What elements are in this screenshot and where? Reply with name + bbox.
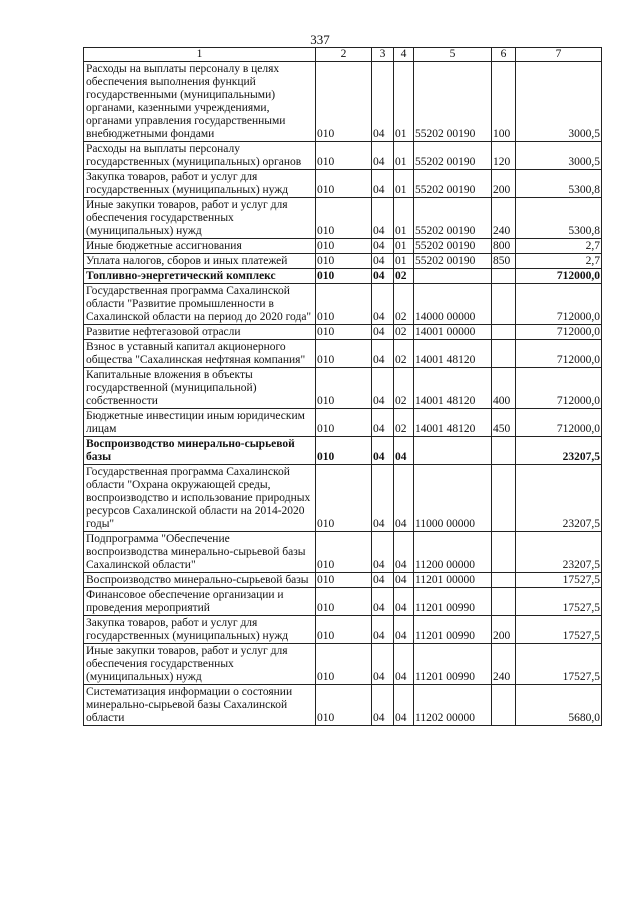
page-number: 337 [310, 32, 330, 47]
table-row [84, 254, 602, 269]
row-section-cell: 04 [372, 532, 394, 573]
row-section-cell: 04 [372, 644, 394, 685]
row-code-cell: 010 [316, 170, 372, 198]
row-subsection-cell: 04 [394, 588, 414, 616]
table-row [84, 239, 602, 254]
row-target-article-cell: 14001 48120 [414, 409, 492, 437]
row-target-article-cell: 55202 00190 [414, 239, 492, 254]
row-expense-type-cell [492, 437, 516, 465]
row-expense-type-cell: 120 [492, 142, 516, 170]
row-subsection-cell: 04 [394, 573, 414, 588]
table-row [84, 616, 602, 644]
budget-table [83, 47, 602, 726]
row-code-cell: 010 [316, 340, 372, 368]
row-code-cell: 010 [316, 368, 372, 409]
row-expense-type-cell: 240 [492, 644, 516, 685]
row-subsection-cell: 01 [394, 198, 414, 239]
row-expense-type-cell: 450 [492, 409, 516, 437]
row-expense-type-cell: 400 [492, 368, 516, 409]
row-subsection-cell: 02 [394, 340, 414, 368]
row-amount-cell: 17527,5 [516, 616, 602, 644]
row-name-cell: Государственная программа Сахалинской области "Развитие промышленности в Сахалинской области на период до 2020 года" [84, 284, 316, 325]
row-name-cell: Иные бюджетные ассигнования [84, 239, 316, 254]
row-expense-type-cell [492, 588, 516, 616]
row-amount-cell: 3000,5 [516, 142, 602, 170]
row-expense-type-cell [492, 573, 516, 588]
row-expense-type-cell [492, 532, 516, 573]
row-name-cell: Закупка товаров, работ и услуг для государственных (муниципальных) нужд [84, 170, 316, 198]
row-name-cell: Расходы на выплаты персоналу государственных (муниципальных) органов [84, 142, 316, 170]
row-code-cell: 010 [316, 284, 372, 325]
row-target-article-cell [414, 437, 492, 465]
row-expense-type-cell [492, 269, 516, 284]
row-subsection-cell: 04 [394, 644, 414, 685]
row-name-cell: Уплата налогов, сборов и иных платежей [84, 254, 316, 269]
row-name-cell: Государственная программа Сахалинской области "Охрана окружающей среды, воспроизводство и использование природных ресурсов Сахалинской области на 2014-2020 годы" [84, 465, 316, 532]
row-expense-type-cell: 240 [492, 198, 516, 239]
row-subsection-cell: 02 [394, 368, 414, 409]
table-row [84, 409, 602, 437]
row-name-cell: Расходы на выплаты персоналу в целях обеспечения выполнения функций государственными (муниципальными) органами, казенными учреждениями, органами управления государственными внебюджетными фондами [84, 62, 316, 142]
table-row [84, 685, 602, 726]
table-body [84, 62, 602, 726]
row-name-cell: Воспроизводство минерально-сырьевой базы [84, 437, 316, 465]
table-row [84, 340, 602, 368]
row-section-cell: 04 [372, 62, 394, 142]
row-amount-cell: 712000,0 [516, 409, 602, 437]
row-subsection-cell: 04 [394, 437, 414, 465]
row-section-cell: 04 [372, 465, 394, 532]
row-section-cell: 04 [372, 685, 394, 726]
row-expense-type-cell [492, 685, 516, 726]
row-amount-cell: 2,7 [516, 239, 602, 254]
row-section-cell: 04 [372, 437, 394, 465]
row-amount-cell: 23207,5 [516, 437, 602, 465]
row-target-article-cell: 55202 00190 [414, 254, 492, 269]
row-subsection-cell: 01 [394, 170, 414, 198]
row-section-cell: 04 [372, 284, 394, 325]
row-name-cell: Финансовое обеспечение организации и проведения мероприятий [84, 588, 316, 616]
table-row [84, 573, 602, 588]
table-row [84, 532, 602, 573]
row-code-cell: 010 [316, 616, 372, 644]
row-section-cell: 04 [372, 198, 394, 239]
row-subsection-cell: 01 [394, 239, 414, 254]
row-code-cell: 010 [316, 409, 372, 437]
row-subsection-cell: 04 [394, 465, 414, 532]
row-amount-cell: 712000,0 [516, 340, 602, 368]
row-target-article-cell: 14000 00000 [414, 284, 492, 325]
table-row [84, 325, 602, 340]
row-code-cell: 010 [316, 142, 372, 170]
row-subsection-cell: 02 [394, 325, 414, 340]
row-subsection-cell: 02 [394, 269, 414, 284]
row-amount-cell: 5300,8 [516, 198, 602, 239]
row-amount-cell: 712000,0 [516, 325, 602, 340]
row-target-article-cell: 11000 00000 [414, 465, 492, 532]
row-target-article-cell: 11201 00990 [414, 616, 492, 644]
row-subsection-cell: 02 [394, 284, 414, 325]
row-section-cell: 04 [372, 616, 394, 644]
table-row [84, 437, 602, 465]
table-row [84, 368, 602, 409]
row-target-article-cell: 11201 00990 [414, 644, 492, 685]
header-col-7: 7 [516, 48, 602, 62]
row-code-cell: 010 [316, 198, 372, 239]
header-col-2: 2 [316, 48, 372, 62]
table-row [84, 142, 602, 170]
row-subsection-cell: 04 [394, 616, 414, 644]
table-row [84, 198, 602, 239]
row-name-cell: Иные закупки товаров, работ и услуг для обеспечения государственных (муниципальных) нужд [84, 198, 316, 239]
header-col-1: 1 [84, 48, 316, 62]
row-subsection-cell: 04 [394, 685, 414, 726]
row-amount-cell: 17527,5 [516, 644, 602, 685]
row-name-cell: Систематизация информации о состоянии минерально-сырьевой базы Сахалинской области [84, 685, 316, 726]
row-code-cell: 010 [316, 465, 372, 532]
row-name-cell: Воспроизводство минерально-сырьевой базы [84, 573, 316, 588]
row-expense-type-cell: 200 [492, 616, 516, 644]
row-target-article-cell: 14001 48120 [414, 368, 492, 409]
row-section-cell: 04 [372, 254, 394, 269]
header-col-3: 3 [372, 48, 394, 62]
row-name-cell: Взнос в уставный капитал акционерного общества "Сахалинская нефтяная компания" [84, 340, 316, 368]
row-name-cell: Развитие нефтегазовой отрасли [84, 325, 316, 340]
row-subsection-cell: 01 [394, 62, 414, 142]
row-code-cell: 010 [316, 588, 372, 616]
row-expense-type-cell [492, 465, 516, 532]
row-name-cell: Капитальные вложения в объекты государственной (муниципальной) собственности [84, 368, 316, 409]
row-subsection-cell: 04 [394, 532, 414, 573]
row-amount-cell: 712000,0 [516, 269, 602, 284]
table-row [84, 284, 602, 325]
table-row [84, 588, 602, 616]
row-subsection-cell: 02 [394, 409, 414, 437]
row-code-cell: 010 [316, 685, 372, 726]
row-target-article-cell: 11201 00000 [414, 573, 492, 588]
row-section-cell: 04 [372, 409, 394, 437]
row-expense-type-cell [492, 284, 516, 325]
table-row [84, 644, 602, 685]
row-expense-type-cell [492, 340, 516, 368]
row-amount-cell: 3000,5 [516, 62, 602, 142]
row-code-cell: 010 [316, 254, 372, 269]
row-code-cell: 010 [316, 62, 372, 142]
row-target-article-cell: 55202 00190 [414, 198, 492, 239]
row-section-cell: 04 [372, 368, 394, 409]
table-row [84, 62, 602, 142]
row-code-cell: 010 [316, 269, 372, 284]
header-col-6: 6 [492, 48, 516, 62]
row-amount-cell: 712000,0 [516, 368, 602, 409]
table-row [84, 269, 602, 284]
row-target-article-cell: 11201 00990 [414, 588, 492, 616]
row-name-cell: Иные закупки товаров, работ и услуг для обеспечения государственных (муниципальных) нужд [84, 644, 316, 685]
row-expense-type-cell: 100 [492, 62, 516, 142]
row-target-article-cell: 55202 00190 [414, 170, 492, 198]
row-amount-cell: 5300,8 [516, 170, 602, 198]
row-amount-cell: 2,7 [516, 254, 602, 269]
table-row [84, 170, 602, 198]
row-code-cell: 010 [316, 325, 372, 340]
row-target-article-cell [414, 269, 492, 284]
row-section-cell: 04 [372, 170, 394, 198]
row-code-cell: 010 [316, 644, 372, 685]
row-name-cell: Бюджетные инвестиции иным юридическим лицам [84, 409, 316, 437]
row-section-cell: 04 [372, 239, 394, 254]
row-section-cell: 04 [372, 573, 394, 588]
row-name-cell: Закупка товаров, работ и услуг для государственных (муниципальных) нужд [84, 616, 316, 644]
row-target-article-cell: 11200 00000 [414, 532, 492, 573]
row-code-cell: 010 [316, 573, 372, 588]
row-expense-type-cell: 850 [492, 254, 516, 269]
header-col-5: 5 [414, 48, 492, 62]
row-target-article-cell: 55202 00190 [414, 142, 492, 170]
row-name-cell: Подпрограмма "Обеспечение воспроизводства минерально-сырьевой базы Сахалинской области" [84, 532, 316, 573]
row-target-article-cell: 11202 00000 [414, 685, 492, 726]
row-section-cell: 04 [372, 142, 394, 170]
row-subsection-cell: 01 [394, 142, 414, 170]
row-amount-cell: 712000,0 [516, 284, 602, 325]
header-row [84, 48, 602, 62]
row-amount-cell: 17527,5 [516, 588, 602, 616]
row-amount-cell: 5680,0 [516, 685, 602, 726]
row-section-cell: 04 [372, 269, 394, 284]
row-section-cell: 04 [372, 340, 394, 368]
row-expense-type-cell [492, 325, 516, 340]
row-expense-type-cell: 200 [492, 170, 516, 198]
row-amount-cell: 17527,5 [516, 573, 602, 588]
row-code-cell: 010 [316, 239, 372, 254]
table-row [84, 465, 602, 532]
row-section-cell: 04 [372, 325, 394, 340]
row-amount-cell: 23207,5 [516, 465, 602, 532]
row-section-cell: 04 [372, 588, 394, 616]
row-code-cell: 010 [316, 532, 372, 573]
row-amount-cell: 23207,5 [516, 532, 602, 573]
row-name-cell: Топливно-энергетический комплекс [84, 269, 316, 284]
row-subsection-cell: 01 [394, 254, 414, 269]
header-col-4: 4 [394, 48, 414, 62]
row-target-article-cell: 14001 48120 [414, 340, 492, 368]
row-expense-type-cell: 800 [492, 239, 516, 254]
row-target-article-cell: 55202 00190 [414, 62, 492, 142]
row-code-cell: 010 [316, 437, 372, 465]
row-target-article-cell: 14001 00000 [414, 325, 492, 340]
